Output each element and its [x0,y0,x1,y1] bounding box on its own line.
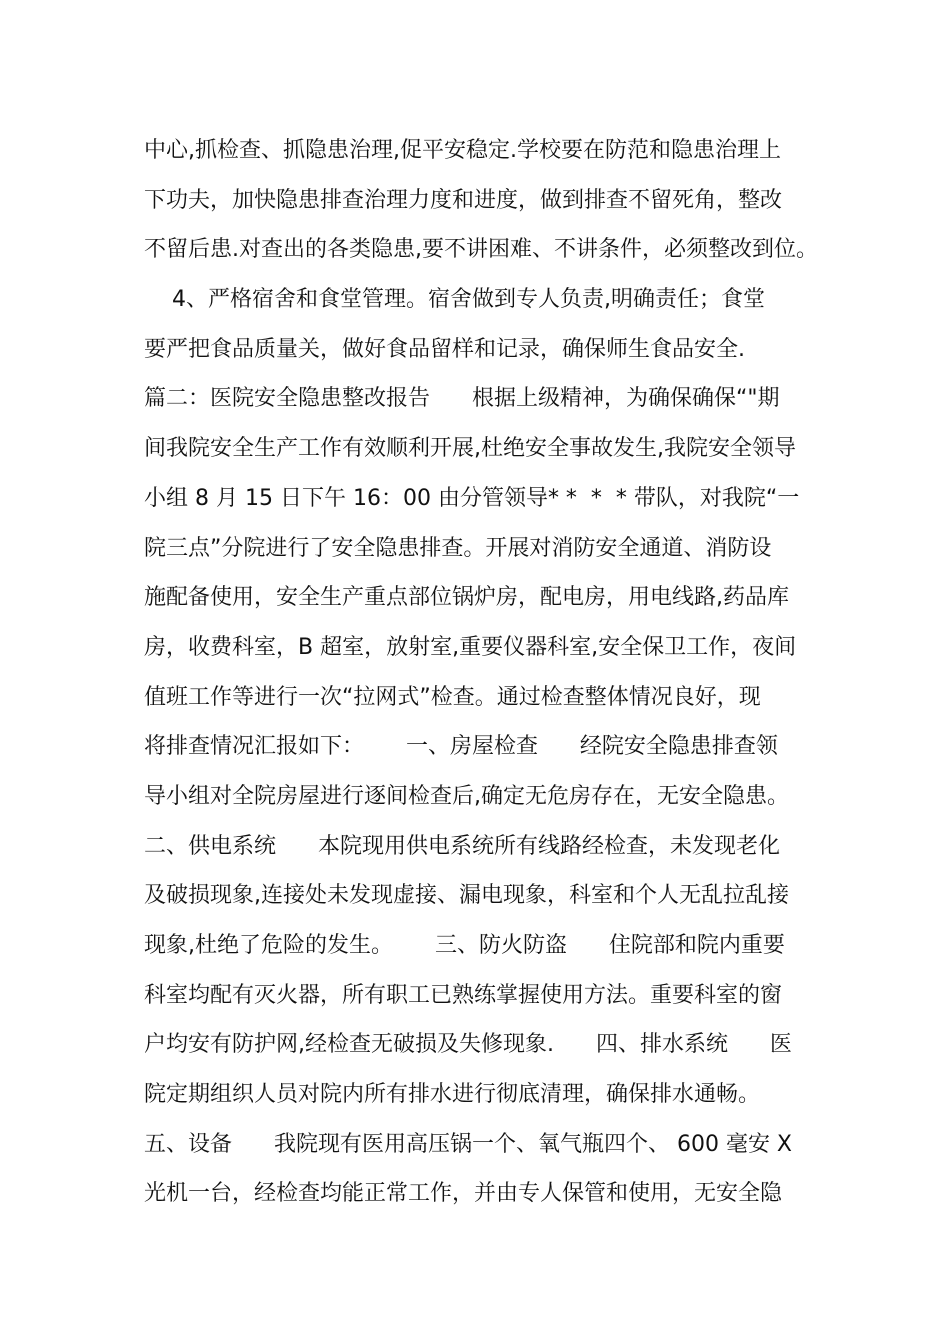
text-line: 导小组对全院房屋进行逐间检查后,确定无危房存在，无安全隐患。 [144,783,789,809]
text-line: 间我院安全生产工作有效顺利开展,杜绝安全事故发生,我院安全领导 [144,436,796,462]
text-line: 二、供电系统 本院现用供电系统所有线路经检查，未发现老化 [144,833,780,859]
text-line: 施配备使用，安全生产重点部位锅炉房，配电房，用电线路,药品库 [144,585,789,611]
text-line: 五、设备 我院现有医用高压锅一个、氧气瓶四个、 600 毫安 X [144,1131,793,1157]
text-line: 院定期组织人员对院内所有排水进行彻底清理，确保排水通畅。 [144,1082,761,1108]
text-line: 现象,杜绝了危险的发生。 三、防火防盗 住院部和院内重要 [144,933,785,958]
text-line: 房，收费科室，B 超室，放射室,重要仪器科室,安全保卫工作，夜间 [144,634,797,660]
text-line: 光机一台，经检查均能正常工作，并由专人保管和使用，无安全隐 [144,1181,783,1207]
text-line: 中心,抓检查、抓隐患治理,促平安稳定.学校要在防范和隐患治理上 [144,138,781,163]
text-line: 将排查情况汇报如下： 一、房屋检查 经院安全隐患排查领 [144,734,778,760]
text-line: 院三点”分院进行了安全隐患排查。开展对消防安全通道、消防设 [144,535,772,561]
text-line: 小组 8 月 15 日下午 16：00 由分管领导* * * * 带队，对我院“一 [144,485,800,511]
text-line: 篇二：医院安全隐患整改报告 根据上级精神，为确保确保“"期 [144,386,780,412]
text-line: 4、严格宿舍和食堂管理。宿舍做到专人负责,明确责任；食堂 [144,287,765,313]
text-line: 不留后患.对查出的各类隐患,要不讲困难、不讲条件，必须整改到位。 [144,237,818,263]
text-line: 要严把食品质量关，做好食品留样和记录，确保师生食品安全. [144,336,745,362]
text-line: 科室均配有灭火器，所有职工已熟练掌握使用方法。重要科室的窗 [144,982,783,1008]
document-body [144,126,824,1219]
text-line: 户均安有防护网,经检查无破损及失修现象. 四、排水系统 医 [144,1032,792,1058]
text-line: 值班工作等进行一次“拉网式”检查。通过检查整体情况良好，现 [144,684,761,710]
text-line: 下功夫，加快隐患排查治理力度和进度，做到排查不留死角，整改 [144,187,783,213]
text-line: 及破损现象,连接处未发现虚接、漏电现象，科室和个人无乱拉乱接 [144,883,789,909]
